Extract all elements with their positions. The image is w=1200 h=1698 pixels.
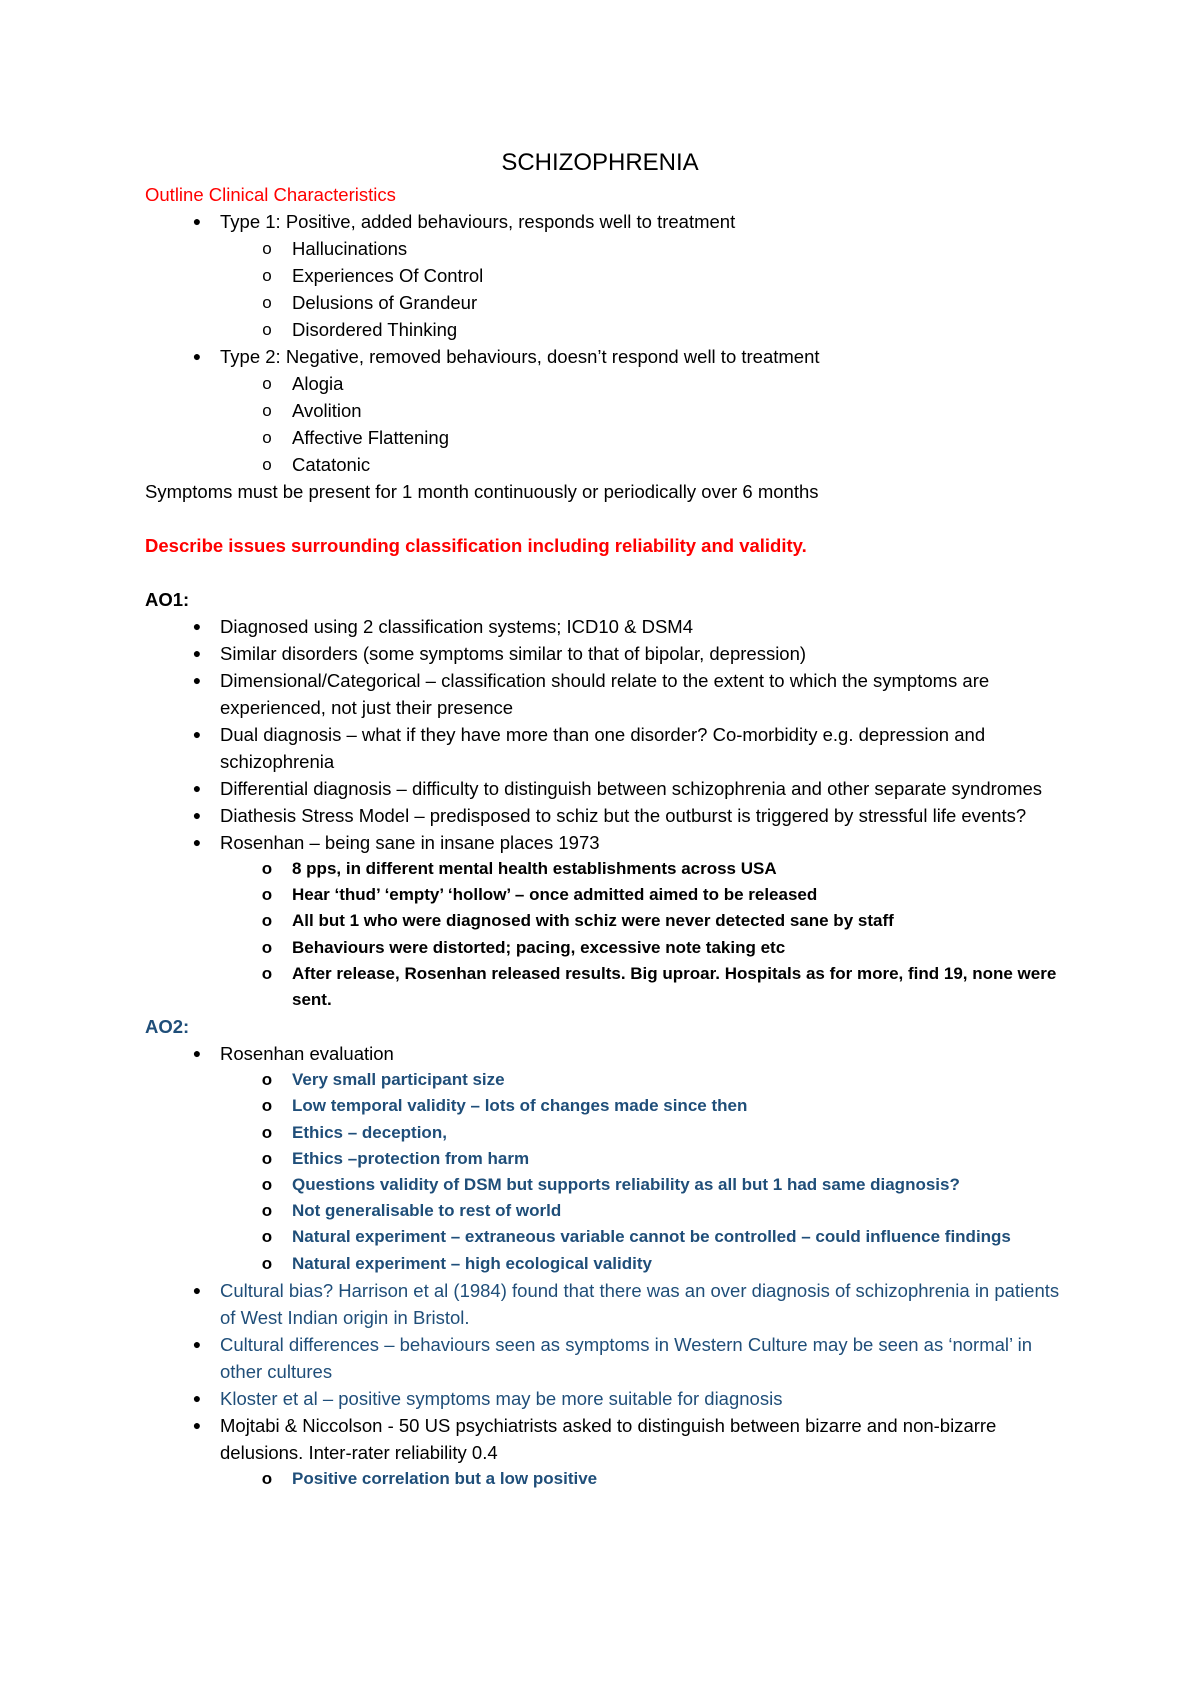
circle-bullet-icon: o [261, 1096, 273, 1116]
sub-item-text: Natural experiment – extraneous variable cannot be controlled – could influence findings [292, 1227, 1011, 1247]
ao1-label: AO1: [145, 589, 190, 610]
circle-bullet-icon: o [261, 1227, 273, 1247]
bullet-icon: ● [192, 672, 202, 688]
bullet-icon: ● [192, 726, 202, 742]
circle-bullet-icon: o [262, 428, 272, 447]
bullet-icon: ● [192, 1045, 202, 1062]
sub-list-item [145, 451, 1065, 478]
document-body [145, 181, 1065, 1492]
ao2-label: AO2: [145, 1016, 190, 1038]
symptoms-note: Symptoms must be present for 1 month continuously or periodically over 6 months [145, 481, 819, 502]
list-item-text: Kloster et al – positive symptoms may be more suitable for diagnosis [220, 1387, 783, 1409]
bullet-icon: ● [192, 348, 202, 364]
sub-item-text: After release, Rosenhan released results. Big uproar. Hospitals as for more, find 19, none were sent. [292, 963, 1057, 1010]
spacer [145, 505, 1065, 532]
sub-item-text: Catatonic [292, 454, 371, 475]
circle-bullet-icon: o [261, 885, 273, 905]
circle-bullet-icon: o [262, 320, 272, 339]
list-item [145, 775, 1065, 802]
sub-list-item [145, 908, 1065, 934]
circle-bullet-icon: o [261, 859, 273, 878]
list-item-text: Type 1: Positive, added behaviours, responds well to treatment [220, 211, 736, 232]
circle-bullet-icon: o [262, 266, 272, 285]
list-item-text: Differential diagnosis – difficulty to distinguish between schizophrenia and other separate syndromes [220, 778, 1043, 799]
sub-list-item [145, 397, 1065, 424]
list-item-type1 [145, 208, 1065, 235]
circle-bullet-icon: o [262, 239, 272, 258]
sub-list-item [145, 882, 1065, 908]
sub-item-text: Behaviours were distorted; pacing, excessive note taking etc [292, 937, 786, 957]
list-item [145, 667, 1065, 721]
sub-list-item [145, 1198, 1065, 1224]
sub-list-item [145, 1251, 1065, 1277]
list-item-text: Cultural differences – behaviours seen as symptoms in Western Culture may be seen as ‘normal’ in other cultures [220, 1333, 1032, 1382]
list-item [145, 1277, 1065, 1331]
list-item [145, 1331, 1065, 1385]
page-title: SCHIZOPHRENIA [501, 149, 699, 176]
list-item [145, 802, 1065, 829]
list-item-text: Mojtabi & Niccolson - 50 US psychiatrists asked to distinguish between bizarre and non-bizarre delusions. Inter-rater reliability 0.4 [220, 1414, 997, 1463]
sub-item-text: Hallucinations [292, 238, 408, 259]
spacer [145, 559, 1065, 586]
circle-bullet-icon: o [261, 1070, 273, 1090]
bullet-icon: ● [192, 1281, 202, 1298]
sub-list-item [145, 856, 1065, 882]
list-item-text: Rosenhan evaluation [220, 1043, 394, 1065]
bullet-icon: ● [192, 834, 202, 850]
list-item [145, 1385, 1065, 1412]
circle-bullet-icon: o [262, 401, 272, 420]
list-item [145, 1040, 1065, 1067]
list-item [145, 721, 1065, 775]
sub-item-text: Avolition [292, 400, 362, 421]
sub-list-item [145, 235, 1065, 262]
sub-list-item [145, 1146, 1065, 1172]
list-item-type2 [145, 343, 1065, 370]
sub-item-text: Alogia [292, 373, 344, 394]
circle-bullet-icon: o [261, 1468, 273, 1488]
sub-item-text: Disordered Thinking [292, 319, 458, 340]
sub-item-text: Very small participant size [292, 1070, 505, 1090]
sub-item-text: Questions validity of DSM but supports reliability as all but 1 had same diagnosis? [292, 1175, 960, 1195]
sub-item-text: Delusions of Grandeur [292, 292, 478, 313]
circle-bullet-icon: o [261, 1201, 273, 1221]
bullet-icon: ● [192, 780, 202, 796]
bullet-icon: ● [192, 1416, 202, 1433]
list-item-text: Dimensional/Categorical – classification should relate to the extent to which the symptoms are experienced, not just their presence [220, 670, 990, 718]
list-item-text: Rosenhan – being sane in insane places 1973 [220, 832, 600, 853]
sub-item-text: Experiences Of Control [292, 265, 484, 286]
list-item-text: Cultural bias? Harrison et al (1984) found that there was an over diagnosis of schizophrenia in patients of West Indian origin in Bristol. [220, 1279, 1060, 1328]
bullet-icon: ● [192, 213, 202, 229]
sub-list-item [145, 1120, 1065, 1146]
list-item-text: Diagnosed using 2 classification systems; ICD10 & DSM4 [220, 616, 693, 637]
sub-item-text: Affective Flattening [292, 427, 449, 448]
circle-bullet-icon: o [261, 1253, 273, 1273]
sub-list-item [145, 1224, 1065, 1250]
bullet-icon: ● [192, 1335, 202, 1352]
list-item [145, 829, 1065, 856]
sub-list-item [145, 1067, 1065, 1093]
bullet-icon: ● [192, 807, 202, 823]
circle-bullet-icon: o [262, 374, 272, 393]
sub-item-text: Ethics –protection from harm [292, 1148, 530, 1168]
bullet-icon: ● [192, 645, 202, 661]
sub-item-text: Hear ‘thud’ ‘empty’ ‘hollow’ – once admitted aimed to be released [292, 885, 818, 905]
sub-item-text: Ethics – deception, [292, 1122, 447, 1142]
sub-item-text: Low temporal validity – lots of changes made since then [292, 1096, 748, 1116]
circle-bullet-icon: o [261, 963, 273, 983]
list-item-text: Dual diagnosis – what if they have more than one disorder? Co-morbidity e.g. depression and schizophrenia [220, 724, 986, 772]
section-heading-clinical: Outline Clinical Characteristics [145, 184, 396, 205]
list-item [145, 613, 1065, 640]
sub-list-item [145, 262, 1065, 289]
sub-list-item [145, 1093, 1065, 1119]
circle-bullet-icon: o [261, 937, 273, 957]
sub-list-item [145, 424, 1065, 451]
sub-list-item [145, 1172, 1065, 1198]
sub-list-item [145, 1466, 1065, 1492]
sub-item-text: 8 pps, in different mental health establishments across USA [292, 859, 777, 878]
sub-list-item [145, 961, 1065, 1013]
sub-item-text: Positive correlation but a low positive [292, 1468, 598, 1488]
circle-bullet-icon: o [262, 293, 272, 312]
sub-list-item [145, 935, 1065, 961]
circle-bullet-icon: o [262, 455, 272, 474]
sub-list-item [145, 316, 1065, 343]
sub-item-text: All but 1 who were diagnosed with schiz were never detected sane by staff [292, 911, 894, 931]
circle-bullet-icon: o [261, 1175, 273, 1195]
sub-list-item [145, 370, 1065, 397]
sub-item-text: Natural experiment – high ecological validity [292, 1253, 652, 1273]
circle-bullet-icon: o [261, 1122, 273, 1142]
circle-bullet-icon: o [261, 1148, 273, 1168]
list-item-text: Similar disorders (some symptoms similar to that of bipolar, depression) [220, 643, 807, 664]
list-item-text: Diathesis Stress Model – predisposed to schiz but the outburst is triggered by stressful life events? [220, 805, 1027, 826]
bullet-icon: ● [192, 618, 202, 634]
sub-item-text: Not generalisable to rest of world [292, 1201, 562, 1221]
list-item [145, 1412, 1065, 1466]
sub-list-item [145, 289, 1065, 316]
list-item [145, 640, 1065, 667]
circle-bullet-icon: o [261, 911, 273, 931]
section-heading-classification: Describe issues surrounding classification including reliability and validity. [145, 535, 807, 556]
list-item-text: Type 2: Negative, removed behaviours, doesn’t respond well to treatment [220, 346, 820, 367]
bullet-icon: ● [192, 1389, 202, 1406]
